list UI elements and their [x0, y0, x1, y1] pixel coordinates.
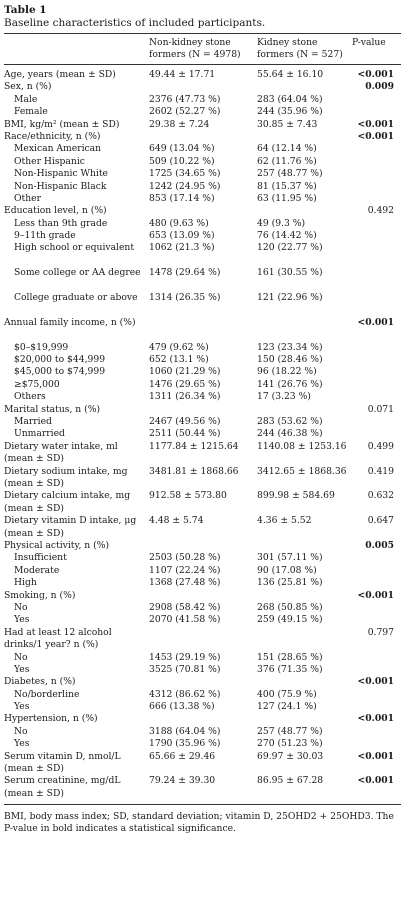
row-label: Female: [14, 106, 48, 118]
cell-stone-formers: 86.95 ± 67.28: [257, 775, 324, 787]
cell-non-stone-formers: 65.66 ± 29.46: [149, 750, 216, 762]
cell-p-value: 0.499: [367, 440, 394, 452]
table-row: [4, 577, 401, 589]
cell-stone-formers: 49 (9.3 %): [257, 217, 306, 229]
table-row: [4, 242, 401, 267]
cell-p-value: <0.001: [357, 775, 394, 787]
cell-stone-formers: 301 (57.11 %): [257, 552, 323, 564]
cell-p-value: 0.419: [367, 465, 394, 477]
table-row: [4, 292, 401, 317]
cell-p-value: <0.001: [357, 676, 394, 688]
row-label: Moderate: [14, 564, 60, 576]
cell-stone-formers: 3412.65 ± 1868.36: [257, 465, 347, 477]
cell-stone-formers: 141 (26.76 %): [257, 378, 323, 390]
cell-stone-formers: 244 (35.96 %): [257, 106, 323, 118]
table-row: [4, 366, 401, 378]
row-label: Dietary sodium intake, mg (mean ± SD): [4, 465, 128, 489]
cell-stone-formers: 257 (48.77 %): [257, 725, 323, 737]
row-label: ≥$75,000: [14, 378, 60, 390]
row-label: Hypertension, n (%): [4, 713, 98, 725]
table-row: [4, 590, 401, 602]
table-row: [4, 676, 401, 688]
table-row: [4, 664, 401, 676]
table-label: Table 1: [4, 4, 47, 16]
row-label: Others: [14, 391, 46, 403]
cell-stone-formers: 121 (22.96 %): [257, 292, 323, 304]
table-row: [4, 391, 401, 403]
row-label: Other: [14, 192, 41, 204]
cell-non-stone-formers: 2503 (50.28 %): [149, 552, 221, 564]
cell-non-stone-formers: 2908 (58.42 %): [149, 601, 221, 613]
cell-p-value: 0.009: [365, 81, 394, 93]
cell-stone-formers: 283 (64.04 %): [257, 93, 323, 105]
cell-non-stone-formers: 1311 (26.34 %): [149, 391, 221, 403]
table-body: [4, 65, 401, 804]
table-row: [4, 168, 401, 180]
cell-stone-formers: 257 (48.77 %): [257, 168, 323, 180]
row-label: No/borderline: [14, 688, 80, 700]
row-label: Other Hispanic: [14, 155, 85, 167]
table-row: [4, 627, 401, 652]
table-row: [4, 404, 401, 416]
row-label: Yes: [14, 663, 30, 675]
header-p-value: P-value: [352, 37, 386, 48]
cell-non-stone-formers: 79.24 ± 39.30: [149, 775, 216, 787]
cell-stone-formers: 4.36 ± 5.52: [257, 515, 312, 527]
row-label: No: [14, 601, 28, 613]
table-row: [4, 466, 401, 491]
row-label: Annual family income, n (%): [4, 316, 136, 328]
header-stone-formers: Kidney stone formers (N = 527): [257, 37, 343, 60]
cell-non-stone-formers: 1242 (24.95 %): [149, 180, 221, 192]
cell-non-stone-formers: 1314 (26.35 %): [149, 292, 221, 304]
table-row: [4, 441, 401, 466]
table-row: [4, 416, 401, 428]
row-label: Mexican American: [14, 143, 102, 155]
row-label: Sex, n (%): [4, 81, 52, 93]
table-row: [4, 81, 401, 93]
cell-non-stone-formers: 1790 (35.96 %): [149, 738, 221, 750]
table-row: [4, 726, 401, 738]
table-row: [4, 218, 401, 230]
row-label: $45,000 to $74,999: [14, 366, 106, 378]
cell-stone-formers: 127 (24.1 %): [257, 701, 317, 713]
cell-non-stone-formers: 1725 (34.65 %): [149, 168, 221, 180]
row-label: $0–$19,999: [14, 341, 69, 353]
cell-stone-formers: 30.85 ± 7.43: [257, 118, 318, 130]
cell-non-stone-formers: 2602 (52.27 %): [149, 106, 221, 118]
row-label: Some college or AA degree: [14, 267, 141, 279]
row-label: Physical activity, n (%): [4, 539, 110, 551]
cell-non-stone-formers: 653 (13.09 %): [149, 230, 215, 242]
row-label: Age, years (mean ± SD): [4, 69, 116, 80]
table-row: [4, 94, 401, 106]
table-row: [4, 119, 401, 131]
cell-non-stone-formers: 3525 (70.81 %): [149, 663, 221, 675]
row-label: Insufficient: [14, 552, 67, 564]
cell-non-stone-formers: 1478 (29.64 %): [149, 267, 221, 279]
cell-stone-formers: 268 (50.85 %): [257, 601, 323, 613]
table-row: [4, 69, 401, 81]
cell-stone-formers: 81 (15.37 %): [257, 180, 317, 192]
table-row: [4, 143, 401, 155]
table-row: [4, 354, 401, 366]
cell-non-stone-formers: 2511 (50.44 %): [149, 428, 221, 440]
cell-non-stone-formers: 3481.81 ± 1868.66: [149, 465, 239, 477]
row-label: No: [14, 725, 28, 737]
cell-non-stone-formers: 1177.84 ± 1215.64: [149, 440, 239, 452]
row-label: Non-Hispanic White: [14, 168, 108, 180]
cell-p-value: 0.071: [367, 403, 394, 415]
row-label: High school or equivalent: [14, 242, 135, 254]
cell-p-value: <0.001: [357, 118, 394, 130]
cell-stone-formers: 55.64 ± 16.10: [257, 69, 324, 80]
row-label: Had at least 12 alcohol drinks/1 year? n (%): [4, 626, 112, 651]
cell-stone-formers: 283 (53.62 %): [257, 416, 323, 427]
cell-non-stone-formers: 666 (13.38 %): [149, 701, 215, 713]
table-row: [4, 565, 401, 577]
row-label: Yes: [14, 614, 30, 626]
cell-non-stone-formers: 1107 (22.24 %): [149, 564, 221, 576]
cell-non-stone-formers: 2070 (41.58 %): [149, 614, 221, 626]
row-label: Education level, n (%): [4, 205, 107, 217]
row-label: College graduate or above: [14, 292, 138, 304]
cell-stone-formers: 400 (75.9 %): [257, 688, 317, 700]
table-row: [4, 713, 401, 725]
bottom-rule: [4, 804, 401, 805]
cell-non-stone-formers: 3188 (64.04 %): [149, 725, 221, 737]
table-footnote: BMI, body mass index; SD, standard deviation; vitamin D, 25OHD2 + 25OHD3. The P-value in bold indicates a statistical significance.: [4, 811, 394, 835]
table-row: [4, 205, 401, 217]
table-header: [4, 34, 401, 64]
cell-stone-formers: 120 (22.77 %): [257, 242, 323, 254]
cell-stone-formers: 270 (51.23 %): [257, 738, 323, 750]
cell-non-stone-formers: 649 (13.04 %): [149, 143, 215, 155]
row-label: $20,000 to $44,999: [14, 354, 106, 366]
cell-non-stone-formers: 912.58 ± 573.80: [149, 490, 227, 502]
table-row: [4, 317, 401, 342]
cell-non-stone-formers: 1062 (21.3 %): [149, 242, 215, 254]
cell-non-stone-formers: 4312 (86.62 %): [149, 688, 221, 700]
table-row: [4, 379, 401, 391]
table-row: [4, 106, 401, 118]
cell-non-stone-formers: 1453 (29.19 %): [149, 651, 221, 663]
cell-stone-formers: 244 (46.38 %): [257, 428, 323, 440]
cell-stone-formers: 151 (28.65 %): [257, 651, 323, 663]
cell-stone-formers: 64 (12.14 %): [257, 143, 317, 155]
cell-p-value: <0.001: [357, 750, 394, 762]
cell-non-stone-formers: 479 (9.62 %): [149, 341, 209, 353]
cell-p-value: <0.001: [357, 713, 394, 725]
cell-stone-formers: 17 (3.23 %): [257, 391, 311, 403]
row-label: Smoking, n (%): [4, 589, 76, 601]
row-label: No: [14, 651, 28, 663]
row-label: Less than 9th grade: [14, 217, 108, 229]
table-row: [4, 193, 401, 205]
cell-stone-formers: 63 (11.95 %): [257, 192, 317, 204]
row-label: Dietary calcium intake, mg (mean ± SD): [4, 490, 131, 514]
cell-p-value: <0.001: [357, 69, 394, 80]
row-label: Serum vitamin D, nmol/L (mean ± SD): [4, 750, 121, 775]
cell-non-stone-formers: 2467 (49.56 %): [149, 416, 221, 427]
cell-stone-formers: 90 (17.08 %): [257, 564, 317, 576]
table-row: [4, 614, 401, 626]
row-label: Serum creatinine, mg/dL (mean ± SD): [4, 775, 121, 799]
cell-p-value: <0.001: [357, 589, 394, 601]
cell-stone-formers: 69.97 ± 30.03: [257, 750, 324, 762]
cell-non-stone-formers: 1060 (21.29 %): [149, 366, 221, 378]
row-label: Yes: [14, 738, 30, 750]
cell-p-value: 0.005: [365, 539, 394, 551]
cell-stone-formers: 259 (49.15 %): [257, 614, 323, 626]
table-row: [4, 552, 401, 564]
table-row: [4, 267, 401, 292]
cell-non-stone-formers: 652 (13.1 %): [149, 354, 209, 366]
row-label: Diabetes, n (%): [4, 676, 76, 688]
cell-stone-formers: 161 (30.55 %): [257, 267, 323, 279]
table-row: [4, 689, 401, 701]
cell-stone-formers: 1140.08 ± 1253.16: [257, 440, 347, 452]
cell-non-stone-formers: 2376 (47.73 %): [149, 93, 221, 105]
cell-stone-formers: 96 (18.22 %): [257, 366, 317, 378]
cell-non-stone-formers: 1368 (27.48 %): [149, 577, 221, 589]
cell-stone-formers: 123 (23.34 %): [257, 341, 323, 353]
cell-p-value: 0.632: [367, 490, 394, 502]
table-row: [4, 181, 401, 193]
cell-non-stone-formers: 49.44 ± 17.71: [149, 69, 216, 80]
cell-non-stone-formers: 509 (10.22 %): [149, 155, 215, 167]
cell-non-stone-formers: 4.48 ± 5.74: [149, 515, 204, 527]
table-row: [4, 428, 401, 440]
cell-stone-formers: 376 (71.35 %): [257, 663, 323, 675]
row-label: 9–11th grade: [14, 230, 76, 242]
cell-p-value: 0.797: [367, 626, 394, 638]
table-row: [4, 738, 401, 750]
row-label: Race/ethnicity, n (%): [4, 130, 101, 142]
table-row: [4, 540, 401, 552]
row-label: Yes: [14, 701, 30, 713]
cell-non-stone-formers: 29.38 ± 7.24: [149, 118, 210, 130]
table-row: [4, 602, 401, 614]
header-non-stone-formers: Non-kidney stone formers (N = 4978): [149, 37, 241, 60]
row-label: High: [14, 577, 37, 589]
cell-p-value: 0.647: [367, 515, 394, 527]
cell-stone-formers: 76 (14.42 %): [257, 230, 317, 242]
table-row: [4, 490, 401, 515]
table-row: [4, 775, 401, 800]
cell-stone-formers: 899.98 ± 584.69: [257, 490, 335, 502]
table-row: [4, 701, 401, 713]
table-row: [4, 230, 401, 242]
row-label: Dietary water intake, ml (mean ± SD): [4, 440, 118, 465]
cell-p-value: 0.492: [367, 205, 394, 217]
row-label: BMI, kg/m² (mean ± SD): [4, 118, 120, 130]
cell-non-stone-formers: 480 (9.63 %): [149, 217, 209, 229]
cell-p-value: <0.001: [357, 130, 394, 142]
cell-stone-formers: 150 (28.46 %): [257, 354, 323, 366]
table-row: [4, 751, 401, 776]
cell-p-value: <0.001: [357, 316, 394, 328]
table-row: [4, 342, 401, 354]
table-row: [4, 515, 401, 540]
cell-non-stone-formers: 853 (17.14 %): [149, 192, 215, 204]
table-container: [4, 4, 401, 835]
row-label: Dietary vitamin D intake, μg (mean ± SD): [4, 515, 137, 539]
row-label: Unmarried: [14, 428, 65, 440]
row-label: Married: [14, 416, 52, 427]
row-label: Marital status, n (%): [4, 403, 101, 415]
cell-stone-formers: 62 (11.76 %): [257, 155, 317, 167]
table-row: [4, 156, 401, 168]
table-row: [4, 131, 401, 143]
row-label: Non-Hispanic Black: [14, 180, 107, 192]
row-label: Male: [14, 93, 38, 105]
cell-non-stone-formers: 1476 (29.65 %): [149, 378, 221, 390]
table-caption: Baseline characteristics of included participants.: [4, 17, 266, 29]
table-row: [4, 652, 401, 664]
cell-stone-formers: 136 (25.81 %): [257, 577, 323, 589]
